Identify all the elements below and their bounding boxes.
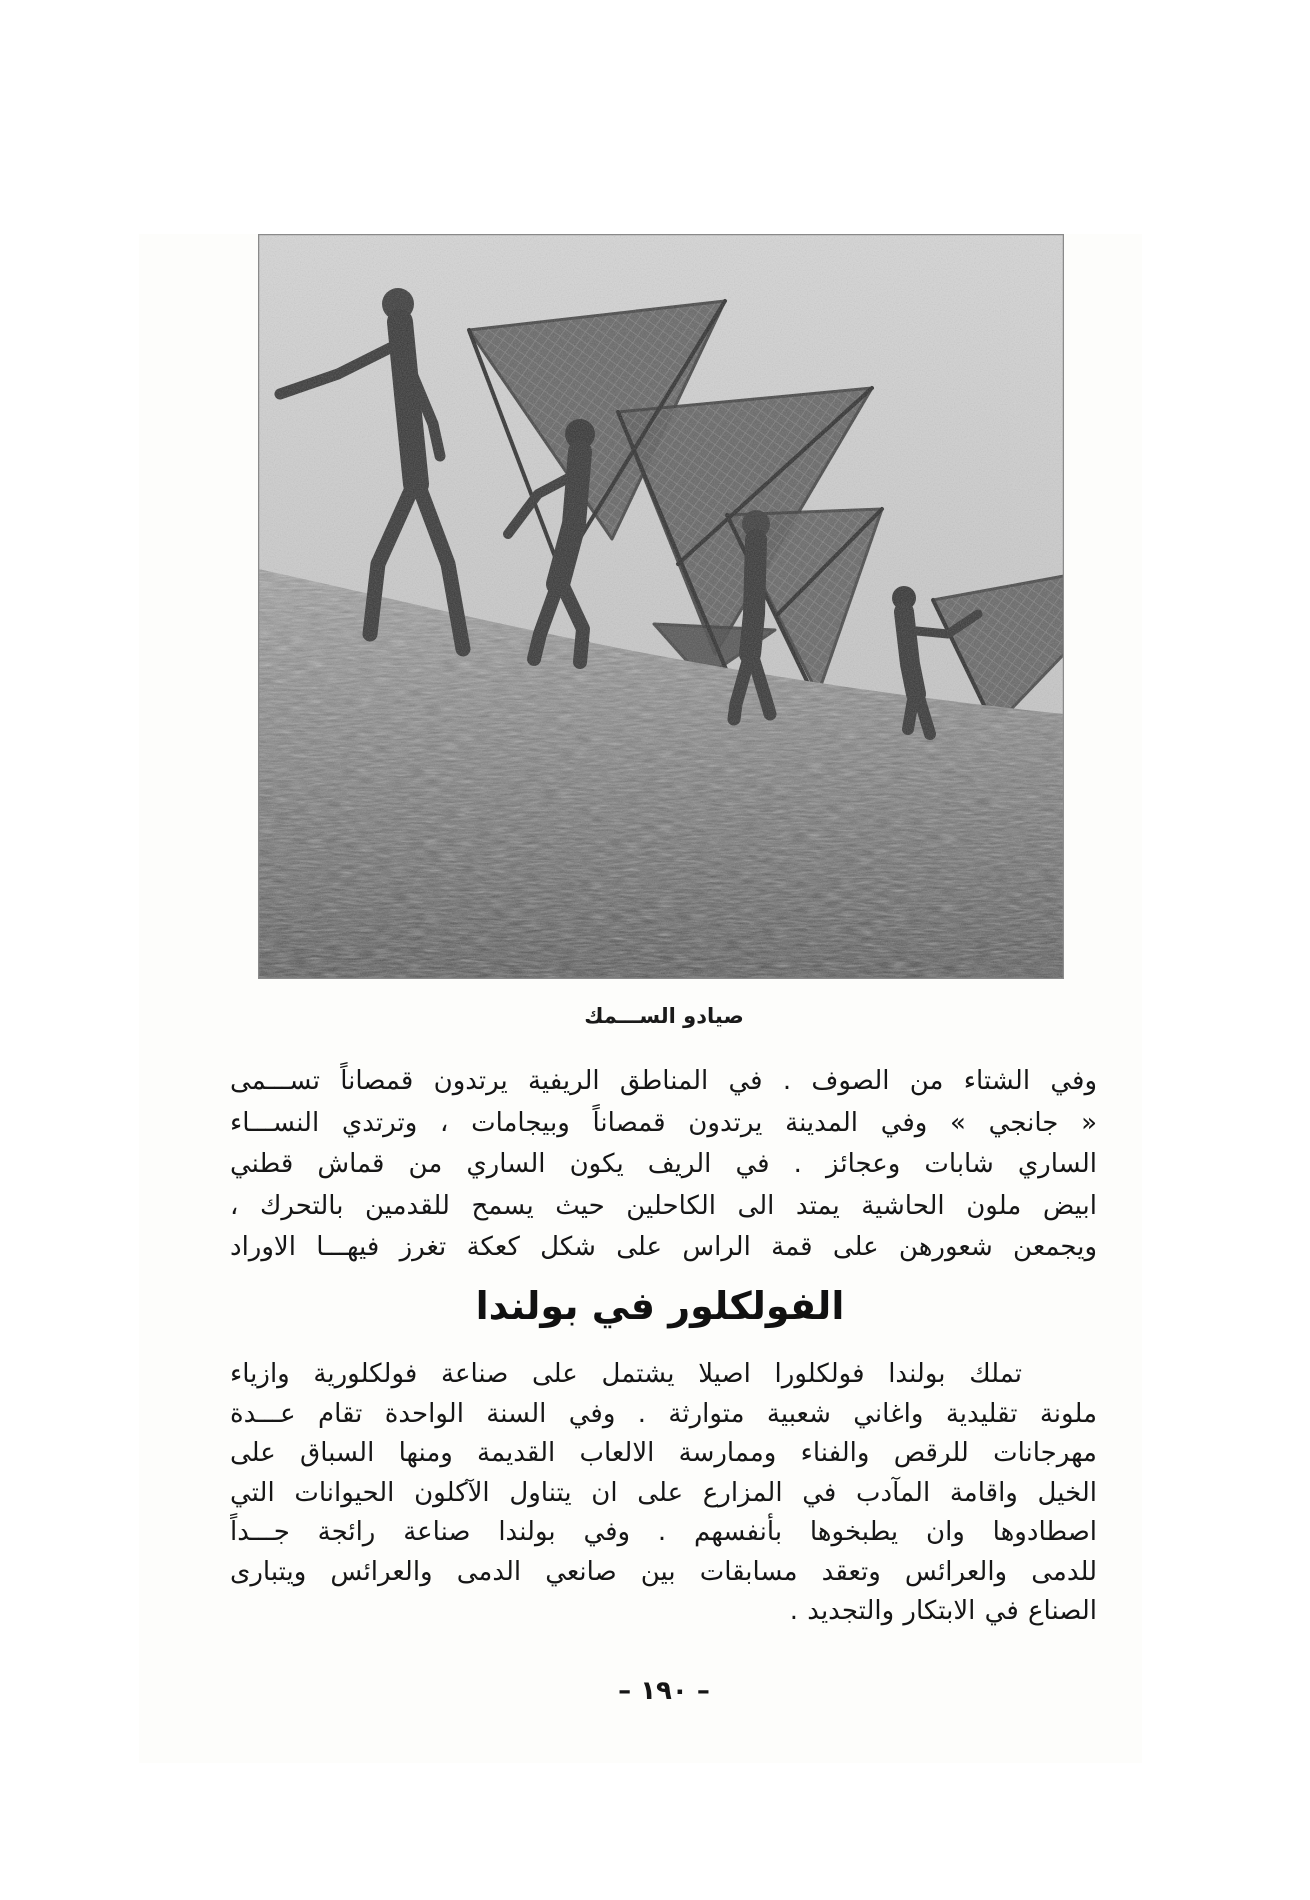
section-heading: الفولكلور في بولندا xyxy=(475,1284,845,1328)
text-line: الصناع في الابتكار والتجديد . xyxy=(789,1596,1097,1626)
text-line: تملك بولندا فولكلورا اصيلا يشتمل على صناعة فولكلورية وازياء xyxy=(230,1359,1022,1389)
text-line: اصطادوها وان يطبخوها بأنفسهم . وفي بولندا صناعة رائجة جـــداً xyxy=(230,1517,1097,1547)
body-paragraph-1 xyxy=(230,1061,1097,1269)
photo-caption: صيادو الســـمك xyxy=(584,1004,744,1028)
text-line: وفي الشتاء من الصوف . في المناطق الريفية يرتدون قمصاناً تســـمى xyxy=(230,1066,1097,1096)
text-line: ابيض ملون الحاشية يمتد الى الكاحلين حيث يسمح للقدمين بالتحرك ، xyxy=(230,1190,1097,1221)
photo-grain xyxy=(258,234,1064,979)
text-line: مهرجانات للرقص والفناء وممارسة الالعاب القديمة ومنها السباق على xyxy=(230,1438,1097,1468)
text-line: للدمى والعرائس وتعقد مسابقات بين صانعي الدمى والعرائس ويتبارى xyxy=(230,1556,1097,1587)
text-line: الساري شابات وعجائز . في الريف يكون الساري من قماش قطني xyxy=(230,1149,1097,1179)
body-paragraph-2 xyxy=(230,1355,1097,1632)
text-line: « جانجي » وفي المدينة يرتدون قمصاناً وبيجامات ، وترتدي النســـاء xyxy=(230,1107,1097,1138)
text-line: ملونة تقليدية واغاني شعبية متوارثة . وفي السنة الواحدة تقام عـــدة xyxy=(230,1398,1097,1429)
fishermen-photo xyxy=(258,234,1064,979)
text-line: ويجمعن شعورهن على قمة الراس على شكل كعكة تغرز فيهـــا الاوراد xyxy=(230,1232,1097,1262)
text-line: الخيل واقامة المآدب في المزارع على ان يتناول الآكلون الحيوانات التي xyxy=(230,1477,1097,1508)
page-number: – ١٩٠ – xyxy=(618,1676,710,1706)
